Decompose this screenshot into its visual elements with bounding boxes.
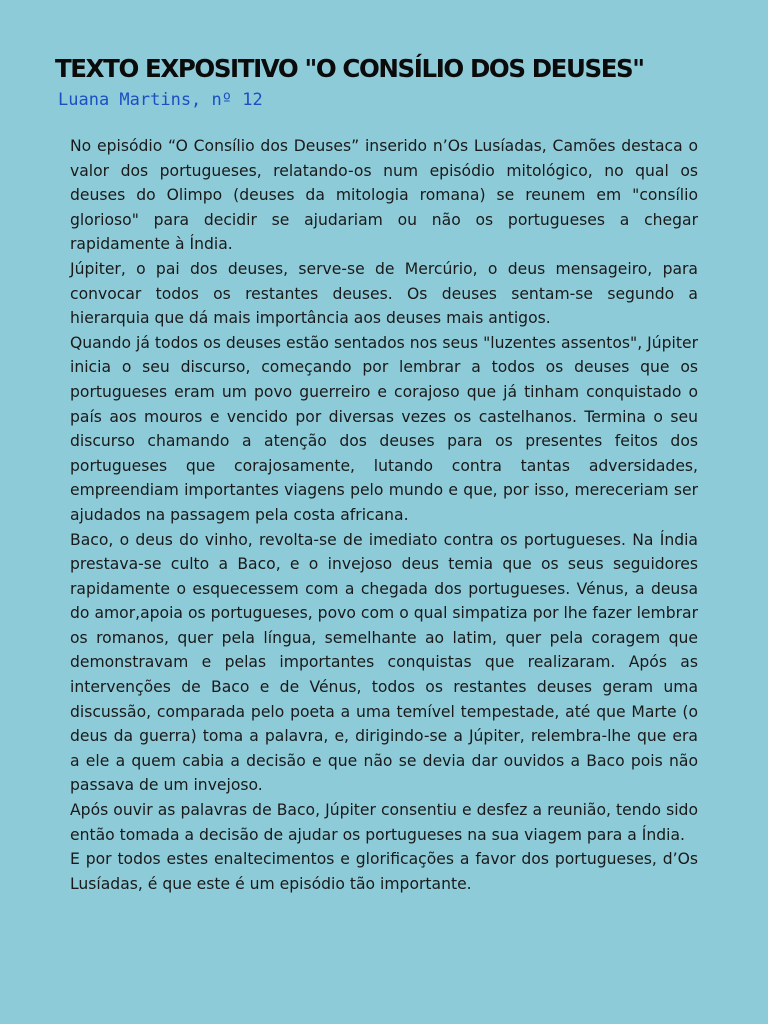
paragraph-3: Quando já todos os deuses estão sentados nos seus "luzentes assentos", Júpiter inicia o seu discurso, começando por lembrar a todos os deuses que os portugueses eram um povo guerreiro e corajoso que já tinham conquistado o país aos mouros e vencido por diversas vezes os castelhanos. Termina o seu discurso chamando a atenção dos deuses para os presentes feitos dos portugueses que corajosamente, lutando contra tantas adversidades, empreendiam importantes viagens pelo mundo e que, por isso, mereceriam ser ajudados na passagem pela costa africana. <box>70 333 698 524</box>
paragraph-2: Júpiter, o pai dos deuses, serve-se de Mercúrio, o deus mensageiro, para convocar todos os restantes deuses. Os deuses sentam-se segundo a hierarquia que dá mais importância aos deuses mais antigos. <box>70 259 698 328</box>
paragraph-4: Baco, o deus do vinho, revolta-se de imediato contra os portugueses. Na Índia prestava-se culto a Baco, e o invejoso deus temia que os seus seguidores rapidamente o esquecessem com a chegada dos portugueses. Vénus, a deusa do amor,apoia os portugueses, povo com o qual simpatiza por lhe fazer lembrar os romanos, quer pela língua, semelhante ao latim, quer pela coragem que demonstravam e pelas importantes conquistas que realizaram. Após as intervenções de Baco e de Vénus, todos os restantes deuses geram uma discussão, comparada pelo poeta a uma temível tempestade, até que Marte (o deus da guerra) toma a palavra, e, dirigindo-se a Júpiter, relembra-lhe que era a ele a quem cabia a decisão e que não se devia dar ouvidos a Baco pois não passava de um invejoso. <box>70 530 698 795</box>
document-body <box>70 134 698 896</box>
paragraph-5: Após ouvir as palavras de Baco, Júpiter consentiu e desfez a reunião, tendo sido então tomada a decisão de ajudar os portugueses na sua viagem para a Índia. <box>70 801 698 844</box>
author-line: Luana Martins, nº 12 <box>58 90 263 110</box>
paragraph-1: No episódio “O Consílio dos Deuses” inserido n’Os Lusíadas, Camões destaca o valor dos portugueses, relatando-os num episódio mitológico, no qual os deuses do Olimpo (deuses da mitologia romana) se reunem em "consílio glorioso" para decidir se ajudariam ou não os portugueses a chegar rapidamente à Índia. <box>70 137 698 254</box>
document-title: TEXTO EXPOSITIVO "O CONSÍLIO DOS DEUSES" <box>55 54 644 83</box>
paragraph-6: E por todos estes enaltecimentos e glorificações a favor dos portugueses, d’Os Lusíadas, é que este é um episódio tão importante. <box>70 850 698 893</box>
